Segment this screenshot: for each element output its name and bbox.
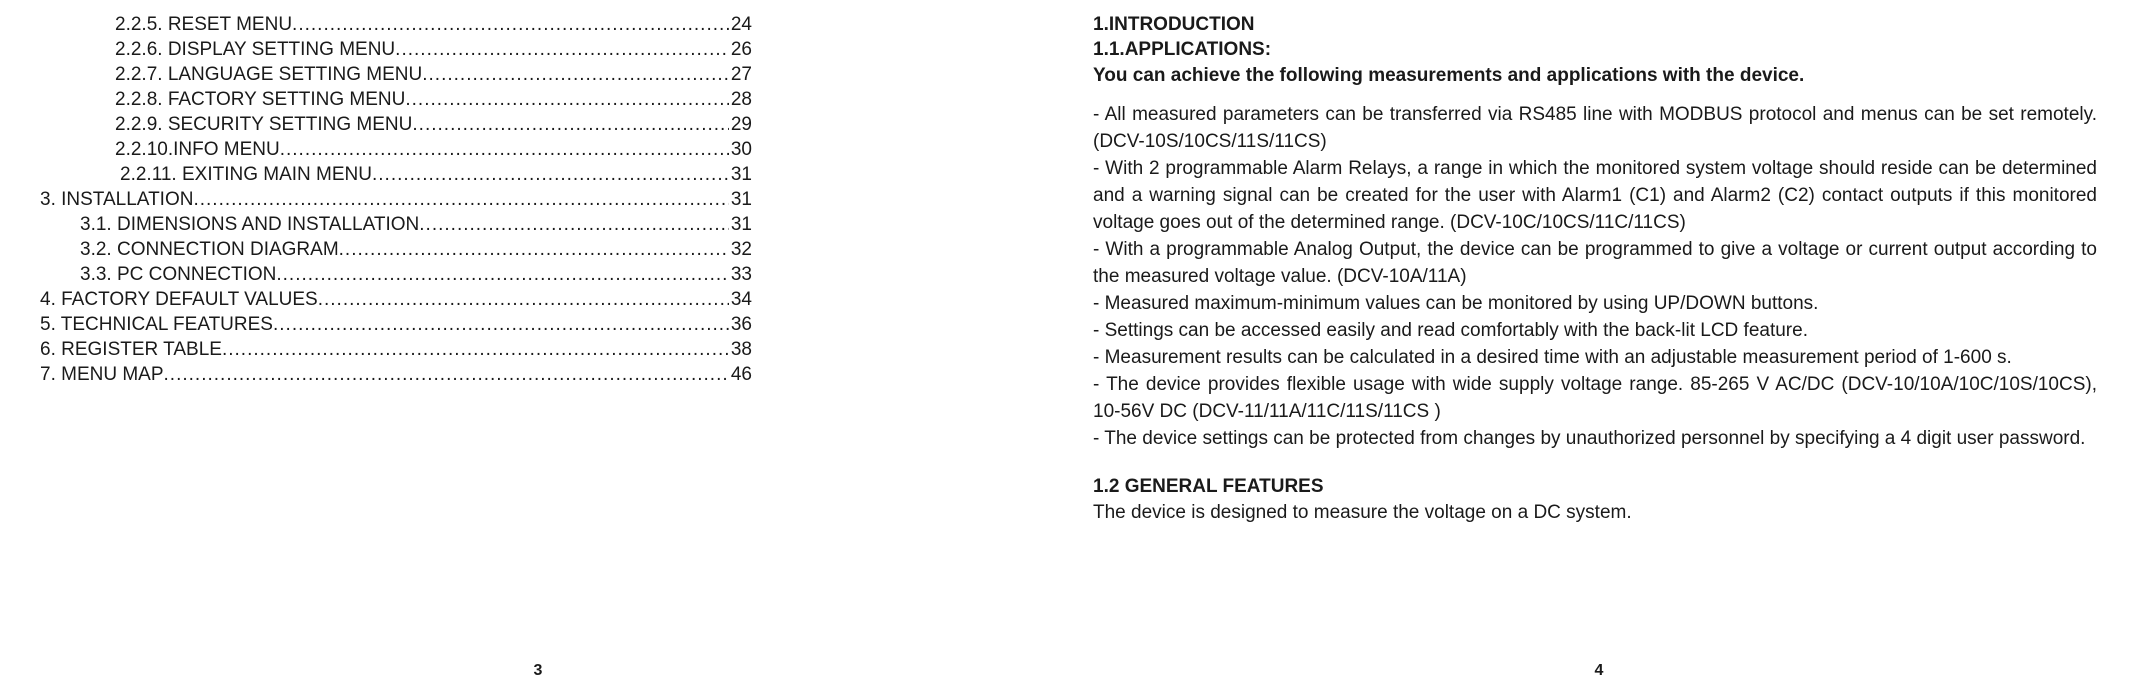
bullet-paragraph: - With 2 programmable Alarm Relays, a range in which the monitored system voltage should reside can be determined and a warning signal can be created for the user with Alarm1 (C1) and Alarm2 (C2) contact outputs if this monitored voltage goes out of the determined range. (DCV-10C/10CS/11C/11CS) xyxy=(1093,158,2097,233)
toc-entry-title: 2.2.10.INFO MENU xyxy=(115,139,280,160)
toc-entry-page: 27 xyxy=(730,64,752,85)
toc-entry-title: 2.2.6. DISPLAY SETTING MENU xyxy=(115,39,396,60)
toc-entry xyxy=(40,112,752,137)
toc-leader-dots xyxy=(412,112,728,137)
toc-entry xyxy=(40,12,752,37)
toc-entry xyxy=(40,362,752,387)
toc-entry-title: 3. INSTALLATION xyxy=(40,189,194,210)
toc-entry-title: 6. REGISTER TABLE xyxy=(40,339,222,360)
toc-entry xyxy=(40,212,752,237)
toc-leader-dots xyxy=(422,62,729,87)
toc-leader-dots xyxy=(292,12,729,37)
toc-entry xyxy=(40,312,752,337)
bullet-paragraph: - The device settings can be protected from changes by unauthorized personnel by specifying a 4 digit user password. xyxy=(1093,428,2086,449)
toc-leader-dots xyxy=(222,337,729,362)
toc-entry-title: 4. FACTORY DEFAULT VALUES xyxy=(40,289,318,310)
toc-leader-dots xyxy=(276,262,728,287)
toc-leader-dots xyxy=(273,312,729,337)
toc-entry-title: 3.1. DIMENSIONS AND INSTALLATION xyxy=(80,214,420,235)
toc-leader-dots xyxy=(164,362,729,387)
toc-entry xyxy=(40,237,752,262)
toc-leader-dots xyxy=(339,237,729,262)
toc-entry-page: 46 xyxy=(730,364,752,385)
toc-entry-page: 30 xyxy=(730,139,752,160)
toc-entry-page: 29 xyxy=(730,114,752,135)
toc-entry-page: 34 xyxy=(730,289,752,310)
toc-entry xyxy=(40,287,752,312)
toc-entry-title: 2.2.5. RESET MENU xyxy=(115,14,293,35)
toc-leader-dots xyxy=(419,212,729,237)
toc-entry xyxy=(40,37,752,62)
toc-entry-title: 3.2. CONNECTION DIAGRAM xyxy=(80,239,339,260)
toc-entry xyxy=(40,187,752,212)
bullet-paragraph: - Measured maximum-minimum values can be monitored by using UP/DOWN buttons. xyxy=(1093,293,1819,314)
toc-entry-page: 33 xyxy=(730,264,752,285)
bullet-paragraph: - All measured parameters can be transferred via RS485 line with MODBUS protocol and menus can be set remotely. (DCV-10S/10CS/11S/11CS) xyxy=(1093,104,2097,152)
toc-entry-page: 28 xyxy=(730,89,752,110)
toc-entry-page: 31 xyxy=(730,189,752,210)
bullet-paragraph: - Measurement results can be calculated in a desired time with an adjustable measurement period of 1-600 s. xyxy=(1093,347,2012,368)
toc-entry-page: 31 xyxy=(730,214,752,235)
toc-entry-title: 2.2.9. SECURITY SETTING MENU xyxy=(115,114,413,135)
toc-leader-dots xyxy=(395,37,729,62)
bullet-paragraph: - With a programmable Analog Output, the device can be programmed to give a voltage or current output according to the measured voltage value. (DCV-10A/11A) xyxy=(1093,239,2097,287)
introduction-section xyxy=(1093,12,2097,526)
toc-leader-dots xyxy=(280,137,729,162)
spacer xyxy=(1093,452,2097,474)
toc-entry xyxy=(40,162,752,187)
bullet-paragraph: - Settings can be accessed easily and read comfortably with the back-lit LCD feature. xyxy=(1093,320,1808,341)
toc-entry-title: 2.2.11. EXITING MAIN MENU xyxy=(120,164,372,185)
page-number: 4 xyxy=(1594,662,1604,679)
subsection-heading: 1.2 GENERAL FEATURES xyxy=(1093,476,1324,497)
page-number: 3 xyxy=(533,662,543,679)
toc-entry-title: 3.3. PC CONNECTION xyxy=(80,264,277,285)
toc-entry xyxy=(40,137,752,162)
toc-entry-title: 2.2.8. FACTORY SETTING MENU xyxy=(115,89,406,110)
toc-entry-page: 38 xyxy=(730,339,752,360)
section-heading: 1.INTRODUCTION xyxy=(1093,14,1255,35)
toc-entry-title: 7. MENU MAP xyxy=(40,364,164,385)
toc-leader-dots xyxy=(405,87,729,112)
lead-sentence: You can achieve the following measurements and applications with the device. xyxy=(1093,65,1805,86)
right-page xyxy=(1066,0,2132,696)
bullet-paragraph: - The device provides flexible usage with wide supply voltage range. 85-265 V AC/DC (DCV-10/10A/10C/10S/10CS), 10-56V DC (DCV-11/11A/11C/11S/11CS ) xyxy=(1093,374,2097,422)
toc-leader-dots xyxy=(372,162,729,187)
toc-entry xyxy=(40,87,752,112)
toc-entry xyxy=(40,62,752,87)
toc-entry-title: 5. TECHNICAL FEATURES xyxy=(40,314,273,335)
toc-entry-page: 24 xyxy=(730,14,752,35)
toc-entry xyxy=(40,262,752,287)
toc-entry xyxy=(40,337,752,362)
toc-entry-title: 2.2.7. LANGUAGE SETTING MENU xyxy=(115,64,423,85)
subsection-heading: 1.1.APPLICATIONS: xyxy=(1093,39,1272,60)
toc-leader-dots xyxy=(193,187,728,212)
toc-entry-page: 32 xyxy=(730,239,752,260)
toc-entry-page: 36 xyxy=(730,314,752,335)
toc-leader-dots xyxy=(318,287,729,312)
toc-entry-page: 26 xyxy=(730,39,752,60)
toc-entry-page: 31 xyxy=(730,164,752,185)
body-paragraph: The device is designed to measure the voltage on a DC system. xyxy=(1093,502,1632,523)
table-of-contents xyxy=(40,12,752,387)
